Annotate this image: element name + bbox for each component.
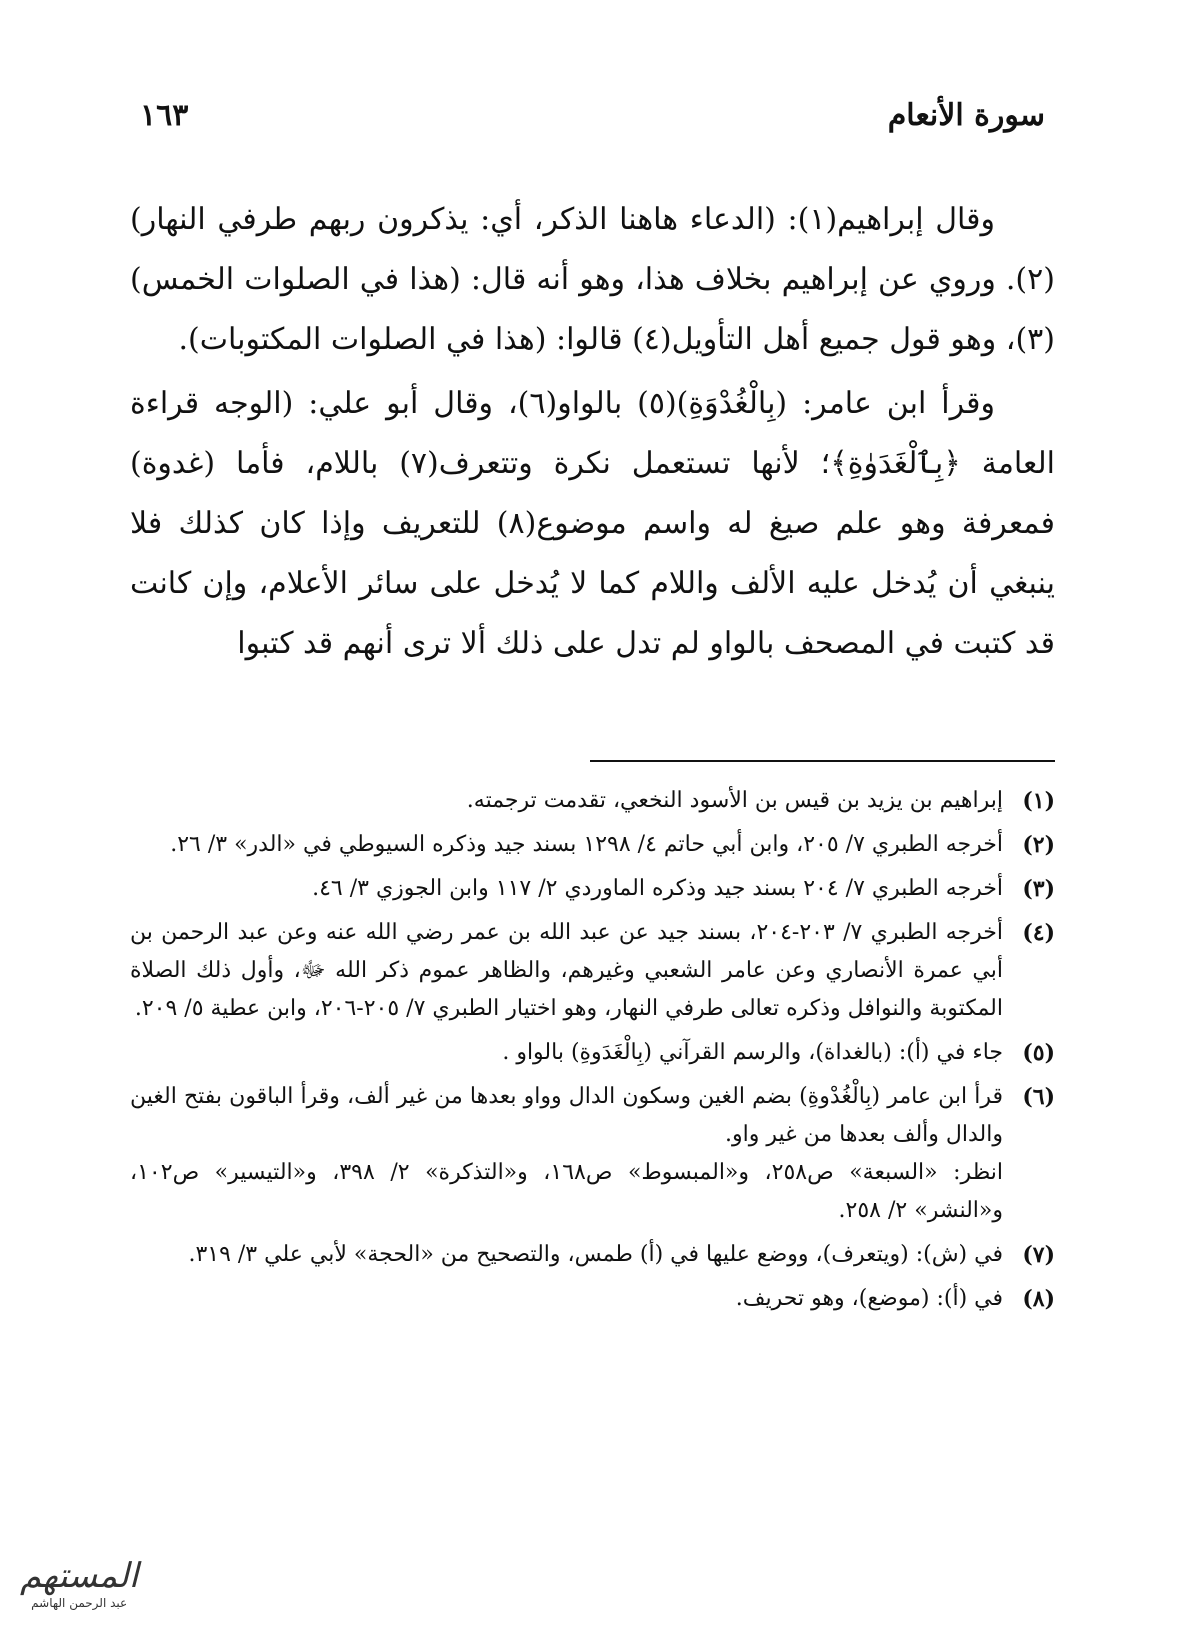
footnote-2 — [130, 826, 1055, 864]
footnote-number: (٧) — [1022, 1242, 1055, 1268]
footnote-4 — [130, 914, 1055, 1028]
surah-title: سورة الأنعام — [887, 98, 1045, 133]
footnote-number: (٥) — [1022, 1040, 1055, 1066]
footnote-number: (١) — [1022, 788, 1055, 814]
paragraph-2: وقرأ ابن عامر: (بِالْغُدْوَةِ)(٥) بالواو(٦)، وقال أبو علي: (الوجه قراءة العامة ﴿بِٱلْغَدَوٰةِ﴾؛ لأنها تستعمل نكرة وتتعرف(٧) باللام، فأما (غدوة) فمعرفة وهو علم صيغ له واسم موضوع(٨) للتعريف وإذا كان كذلك فلا ينبغي أن يُدخل عليه الألف واللام كما لا يُدخل على سائر الأعلام، وإن كانت قد كتبت في المصحف بالواو لم تدل على ذلك ألا ترى أنهم قد كتبوا — [130, 386, 1056, 661]
page-header — [140, 98, 1045, 133]
page-number: ١٦٣ — [140, 98, 189, 133]
footnote-text: إبراهيم بن يزيد بن قيس بن الأسود النخعي، تقدمت ترجمته. — [466, 788, 1003, 813]
logo-subtext: عبد الرحمن الهاشم — [31, 1596, 128, 1610]
footnote-number: (٣) — [1022, 876, 1055, 902]
footnote-text: في (ش): (ويتعرف)، ووضع عليها في (أ) طمس، والتصحيح من «الحجة» لأبي علي ٣/ ٣١٩. — [188, 1242, 1003, 1267]
footnote-1 — [130, 782, 1055, 820]
footnotes — [130, 782, 1055, 1324]
footnote-5 — [130, 1034, 1055, 1072]
footnote-6 — [130, 1078, 1055, 1230]
footnote-text: قرأ ابن عامر (بِالْغُدْوةِ) بضم الغين وسكون الدال وواو بعدها من غير ألف، وقرأ الباقون بفتح الغين والدال وألف بعدها من غير واو. — [130, 1084, 1003, 1147]
footnote-number: (٤) — [1022, 920, 1055, 946]
footnote-text: أخرجه الطبري ٧/ ٢٠٤ بسند جيد وذكره الماوردي ٢/ ١١٧ وابن الجوزي ٣/ ٤٦. — [312, 876, 1003, 901]
footnote-text: أخرجه الطبري ٧/ ٢٠٥، وابن أبي حاتم ٤/ ١٢٩٨ بسند جيد وذكره السيوطي في «الدر» ٣/ ٢٦. — [170, 832, 1003, 857]
footnote-text: أخرجه الطبري ٧/ ٢٠٣-٢٠٤، بسند جيد عن عبد الله بن عمر رضي الله عنه وعن عبد الرحمن بن أبي عمرة الأنصاري وعن عامر الشعبي وغيرهم، والظاهر عموم ذكر الله ﷻ، وأول ذلك الصلاة المكتوبة والنوافل وذكره تعالى طرفي النهار، وهو اختيار الطبري ٧/ ٢٠٥-٢٠٦، وابن عطية ٥/ ٢٠٩. — [130, 920, 1004, 1021]
footnote-7 — [130, 1236, 1055, 1274]
footnote-divider — [590, 760, 1055, 762]
footnote-number: (٨) — [1022, 1286, 1055, 1312]
footnote-references: انظر: «السبعة» ص٢٥٨، و«المبسوط» ص١٦٨، و«التذكرة» ٢/ ٣٩٨، و«التيسير» ص١٠٢، و«النشر» ٢/ ٢٥٨. — [130, 1160, 1003, 1223]
footnote-number: (٦) — [1022, 1084, 1055, 1110]
watermark-logo — [20, 1556, 138, 1610]
logo-text: المستهم — [20, 1556, 139, 1596]
footnote-3 — [130, 870, 1055, 908]
footnote-number: (٢) — [1022, 832, 1055, 858]
footnote-text: في (أ): (موضع)، وهو تحريف. — [735, 1286, 1003, 1311]
main-text — [130, 190, 1055, 678]
footnote-text: جاء في (أ): (بالغداة)، والرسم القرآني (بِالْغَدَوةِ) بالواو . — [502, 1040, 1003, 1065]
paragraph-1: وقال إبراهيم(١): (الدعاء هاهنا الذكر، أي: يذكرون ربهم طرفي النهار)(٢). وروي عن إبراهيم بخلاف هذا، وهو أنه قال: (هذا في الصلوات الخمس)(٣)، وهو قول جميع أهل التأويل(٤) قالوا: (هذا في الصلوات المكتوبات). — [130, 202, 1055, 357]
footnote-8 — [130, 1280, 1055, 1318]
